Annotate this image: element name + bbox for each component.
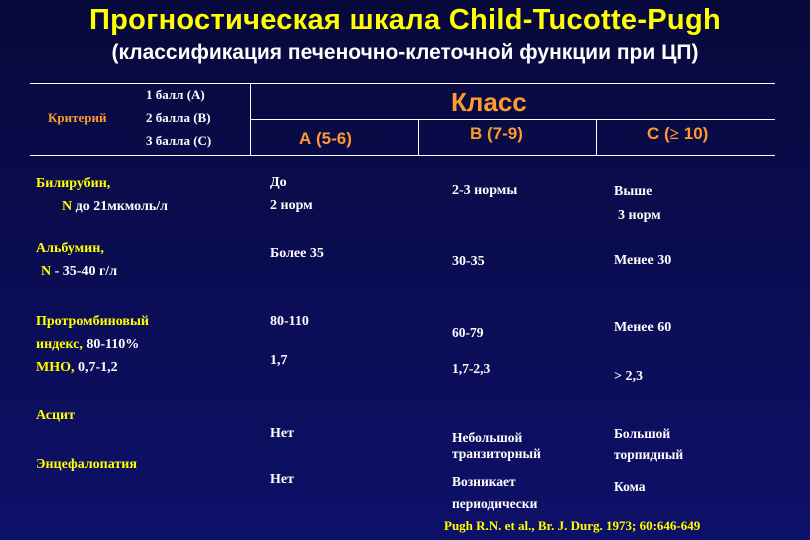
criterion-albumin: Альбумин, (36, 241, 104, 256)
col-b-ascites-2: транзиторный (452, 446, 541, 461)
norm-n-bilirubin: N (62, 199, 73, 214)
class-subheader-rule (250, 119, 775, 120)
col-a-bilirubin-2: 2 норм (270, 198, 313, 213)
header-col-a: А (5-6) (299, 129, 352, 148)
col-a-prothrombin: 80-110 (270, 314, 309, 329)
col-c-inr: > 2,3 (614, 369, 643, 384)
col-b-bilirubin: 2-3 нормы (452, 183, 518, 198)
col-divider-1 (250, 83, 251, 155)
page-subtitle: (классификация печеночно-клеточной функции при ЦП) (111, 41, 699, 64)
col-c-bilirubin-1: Выше (614, 184, 653, 199)
bilirubin-norm-text: до 21мкмоль/л (72, 199, 168, 214)
col-a-ascites: Нет (270, 426, 294, 441)
criterion-inr (36, 357, 118, 379)
criterion-ascites: Асцит (36, 408, 75, 423)
header-points-2: 2 балла (В) (146, 110, 211, 125)
criterion-encephalopathy: Энцефалопатия (36, 457, 137, 472)
criterion-bilirubin-norm (62, 196, 168, 218)
inr-range: 0,7-1,2 (74, 360, 118, 375)
prothrombin-range: 80-110% (82, 337, 140, 352)
header-points-1: 1 балл (А) (146, 87, 205, 102)
col-b-albumin: 30-35 (452, 254, 485, 269)
col-b-inr: 1,7-2,3 (452, 361, 491, 376)
col-c-encephalopathy: Кома (614, 479, 646, 494)
col-divider-3 (596, 119, 597, 155)
table-header-rule (30, 155, 775, 156)
col-a-albumin: Более 35 (270, 246, 324, 261)
prothrombin-index-label: индекс, (36, 337, 83, 352)
col-b-encephalopathy-2: периодически (452, 496, 538, 511)
col-c-prothrombin: Менее 60 (614, 320, 672, 335)
header-col-c-prefix: С ( (647, 124, 670, 143)
albumin-norm-text: - 35-40 г/л (51, 264, 118, 279)
criterion-prothrombin-1: Протромбиновый (36, 314, 149, 329)
col-c-albumin: Менее 30 (614, 253, 672, 268)
col-a-encephalopathy: Нет (270, 472, 294, 487)
col-a-inr: 1,7 (270, 353, 288, 368)
table-top-rule (30, 83, 775, 84)
col-divider-2 (418, 119, 419, 155)
col-c-ascites-1: Большой (614, 426, 671, 441)
col-b-ascites-1: Небольшой (452, 430, 523, 445)
col-c-bilirubin-2: 3 норм (618, 208, 661, 223)
inr-label: МНО, (36, 360, 75, 375)
col-a-bilirubin-1: До (270, 175, 287, 190)
norm-n-albumin: N (41, 264, 52, 279)
citation: Pugh R.N. et al., Br. J. Durg. 1973; 60:646-649 (444, 518, 701, 533)
page-title: Прогностическая шкала Child-Tucotte-Pugh (89, 4, 721, 36)
criterion-albumin-norm (41, 261, 117, 283)
criterion-prothrombin-2 (36, 334, 139, 356)
col-b-encephalopathy-1: Возникает (452, 474, 516, 489)
col-c-ascites-2: торпидный (614, 447, 684, 462)
col-b-prothrombin: 60-79 (452, 325, 484, 340)
header-class-label: Класс (451, 87, 527, 117)
header-col-c (647, 124, 708, 144)
header-col-b: В (7-9) (470, 124, 523, 143)
criterion-bilirubin: Билирубин, (36, 176, 111, 191)
greater-equal-symbol: ≥ (669, 124, 680, 143)
header-criterion-label: Критерий (48, 110, 107, 125)
header-col-c-suffix: 10) (679, 124, 709, 143)
header-points-3: 3 балла (С) (146, 133, 212, 148)
